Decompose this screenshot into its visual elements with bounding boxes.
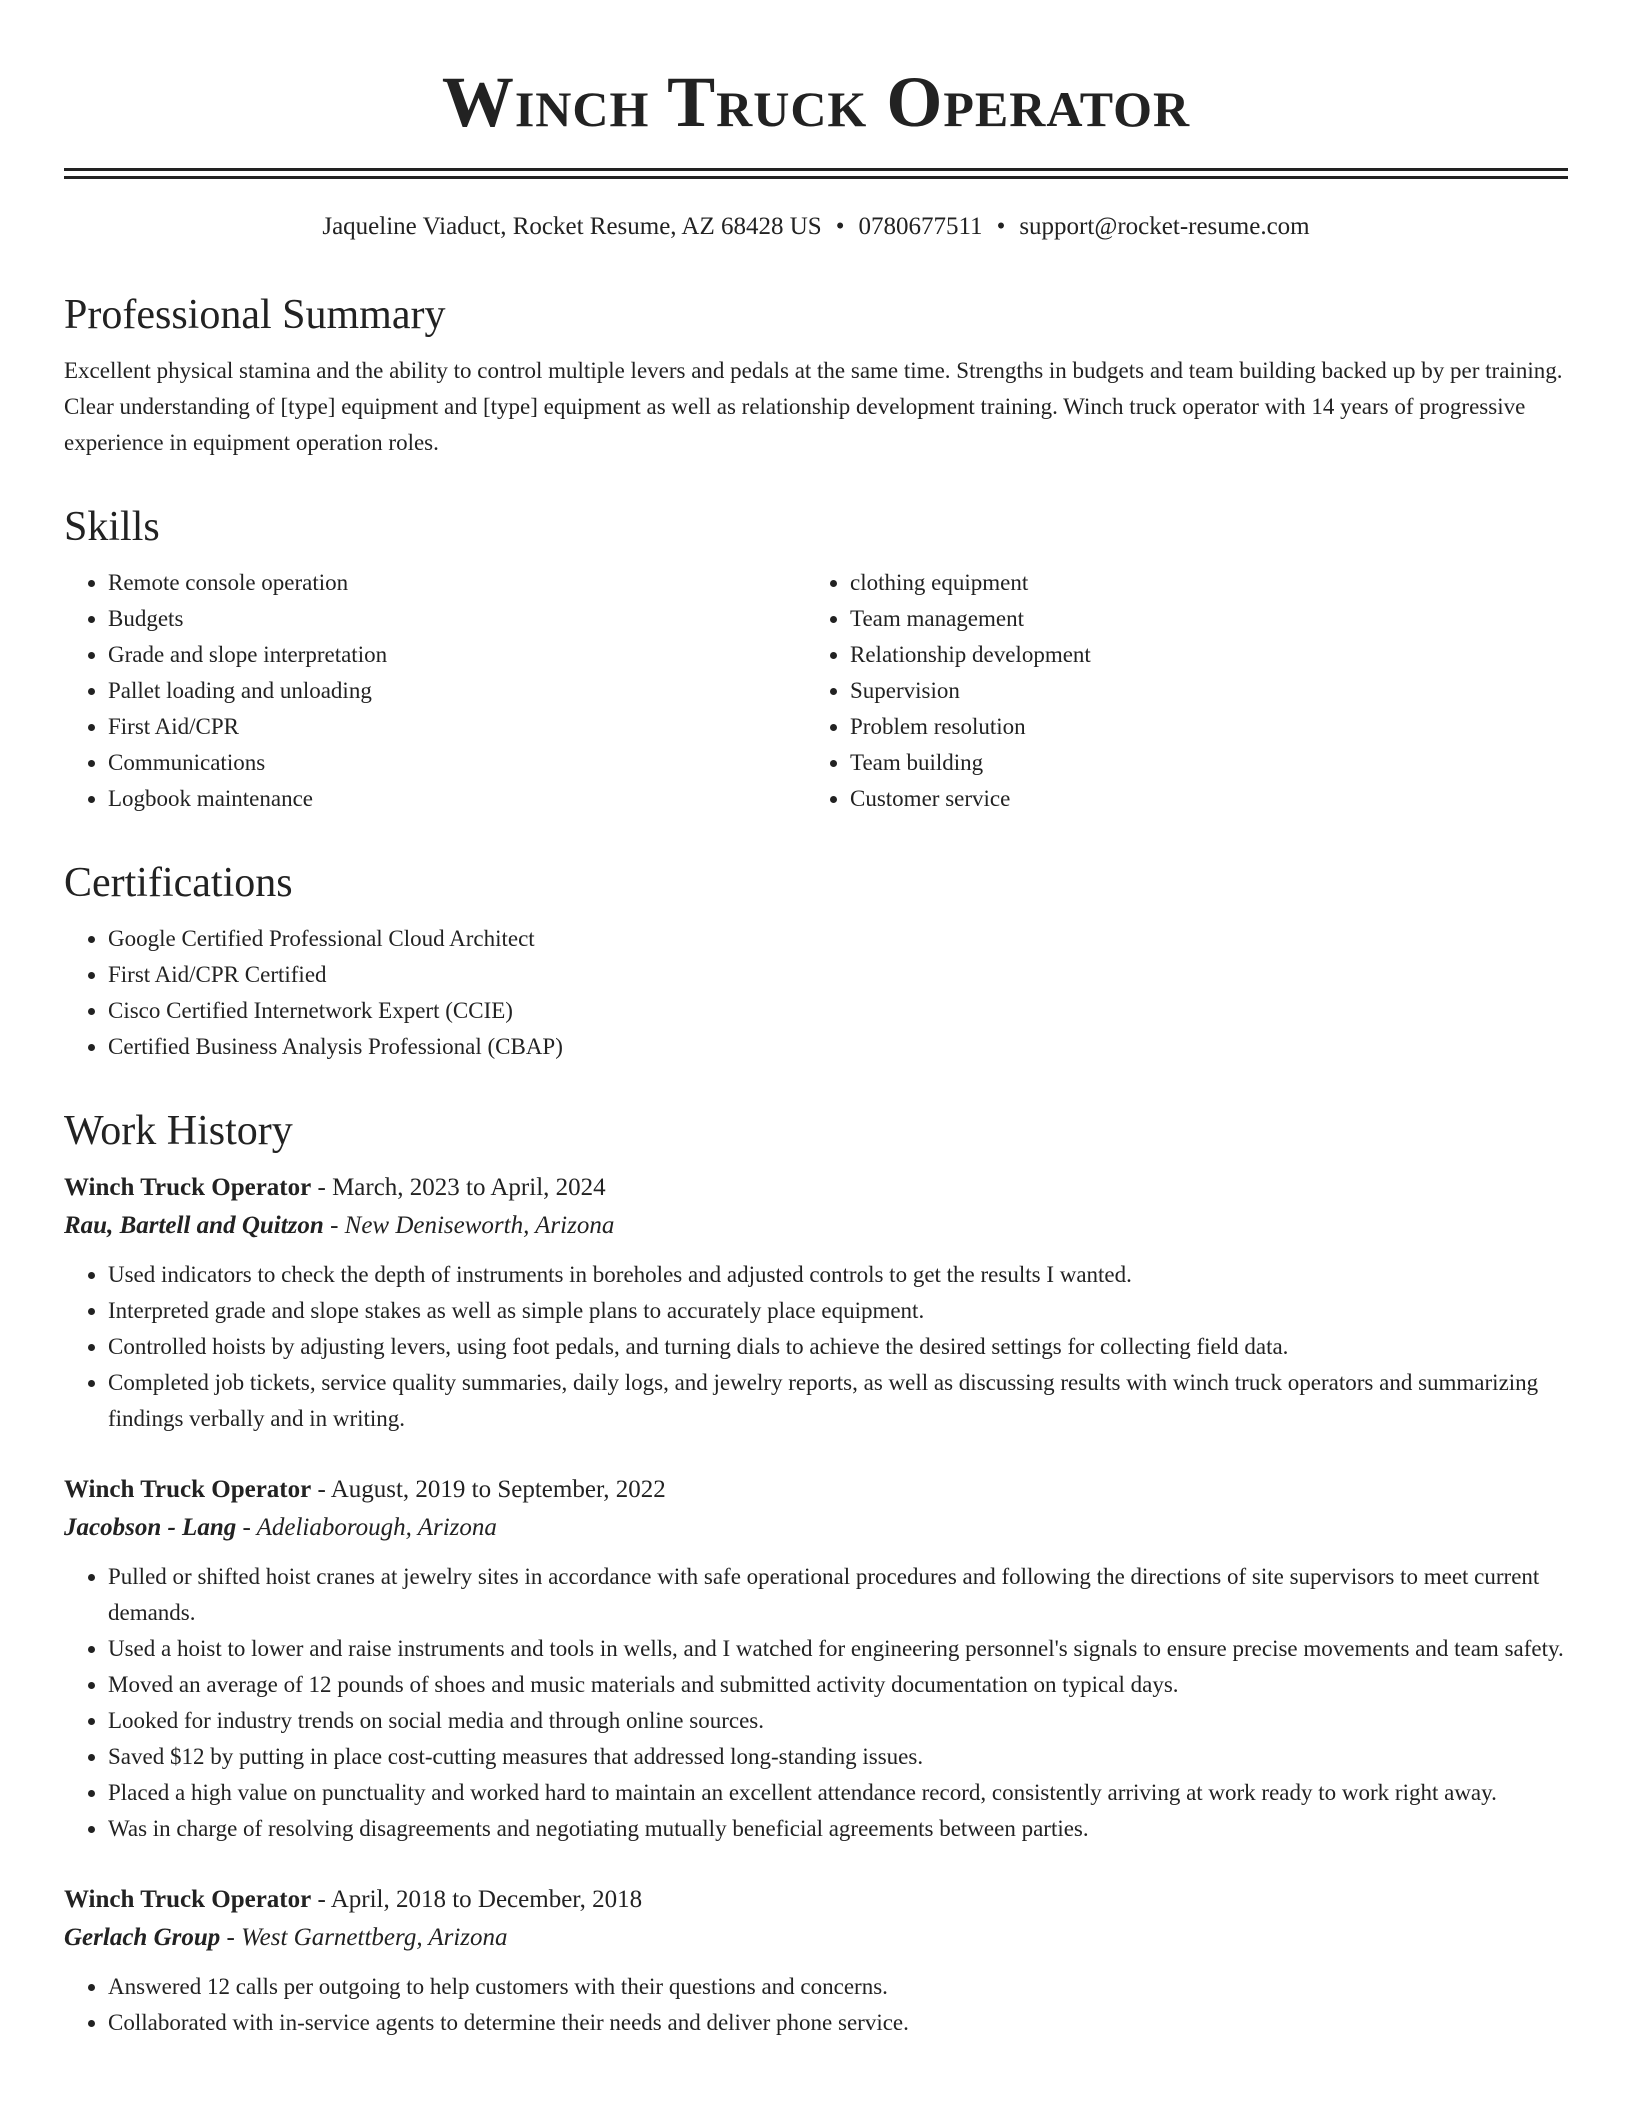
skill-item: • Remote console operation [108,565,806,601]
skill-item: • Relationship development [850,637,1548,673]
resume-title: Winch Truck Operator [441,62,1191,142]
job-duties-list [64,1559,1568,1847]
skills-heading: Skills [64,504,160,550]
job-location: New Deniseworth, Arizona [344,1212,615,1239]
skill-item: • Customer service [850,781,1548,817]
work-history-section [64,1105,1568,2041]
job-title-line: Winch Truck Operator - April, 2018 to December, 2018 [64,1886,643,1913]
contact-phone: 0780677511 [858,213,983,240]
certification-item: • Certified Business Analysis Professional (CBAP) [108,1029,1568,1065]
skill-item: • Team building [850,745,1548,781]
skill-item: • First Aid/CPR [108,709,806,745]
job-duty: • Moved an average of 12 pounds of shoes and music materials and submitted activity documentation on typical days. [108,1667,1568,1703]
job-title-line: Winch Truck Operator - August, 2019 to September, 2022 [64,1476,666,1503]
job-duty: • Saved $12 by putting in place cost-cutting measures that addressed long-standing issues. [108,1739,1568,1775]
job-company-line: Jacobson - Lang - Adeliaborough, Arizona [64,1514,497,1541]
certifications-list [64,921,1568,1065]
skills-grid [64,565,1568,817]
skill-item: • Logbook maintenance [108,781,806,817]
job-duties-list [64,1969,1568,2041]
job-entry [64,1471,1568,1847]
certification-item: • Google Certified Professional Cloud Architect [108,921,1568,957]
job-entry [64,1169,1568,1437]
job-location: Adeliaborough, Arizona [256,1514,497,1541]
job-dates: April, 2018 to December, 2018 [330,1886,643,1913]
resume-content [64,56,1568,2075]
title-divider [64,168,1568,179]
certifications-section [64,857,1568,1065]
contact-email: support@rocket-resume.com [1019,213,1310,240]
job-duty: • Answered 12 calls per outgoing to help customers with their questions and concerns. [108,1969,1568,2005]
job-duty: • Looked for industry trends on social media and through online sources. [108,1703,1568,1739]
job-company: Rau, Bartell and Quitzon [64,1212,324,1239]
job-company: Gerlach Group [64,1924,221,1951]
summary-heading: Professional Summary [64,292,446,338]
job-duty: • Was in charge of resolving disagreements and negotiating mutually beneficial agreements between parties. [108,1811,1568,1847]
job-duty: • Controlled hoists by adjusting levers, using foot pedals, and turning dials to achieve the desired settings for collecting field data. [108,1329,1568,1365]
skill-item: • Grade and slope interpretation [108,637,806,673]
job-duty: • Used indicators to check the depth of instruments in boreholes and adjusted controls to get the results I wanted. [108,1257,1568,1293]
job-location: West Garnettberg, Arizona [241,1924,508,1951]
contact-address: Jaqueline Viaduct, Rocket Resume, AZ 68428 US [322,213,822,240]
skill-item: • Communications [108,745,806,781]
contact-separator: • [996,213,1006,240]
work-history-heading: Work History [64,1108,293,1154]
certification-item: • First Aid/CPR Certified [108,957,1568,993]
skill-item: • Team management [850,601,1548,637]
job-title: Winch Truck Operator [64,1476,312,1503]
skills-section [64,501,1568,817]
summary-section [64,289,1568,461]
job-duty: • Collaborated with in-service agents to determine their needs and deliver phone service. [108,2005,1568,2041]
skill-item: • Supervision [850,673,1548,709]
job-entry [64,1881,1568,2041]
certifications-heading: Certifications [64,860,293,906]
skills-list-right [806,565,1548,817]
job-company-line: Gerlach Group - West Garnettberg, Arizona [64,1924,508,1951]
job-duty: • Pulled or shifted hoist cranes at jewelry sites in accordance with safe operational procedures and following the directions of site supervisors to meet current demands. [108,1559,1568,1631]
job-duty: • Used a hoist to lower and raise instruments and tools in wells, and I watched for engineering personnel's signals to ensure precise movements and team safety. [108,1631,1568,1667]
summary-text: Excellent physical stamina and the ability to control multiple levers and pedals at the same time. Strengths in budgets and team building backed up by per training. Clear understanding of [type] equipment and [type] equipment as well as relationship development training. Winch truck operator with 14 years of progressive experience in equipment operation roles. [64,358,1563,455]
job-title-line: Winch Truck Operator - March, 2023 to April, 2024 [64,1174,606,1201]
job-dates: March, 2023 to April, 2024 [332,1174,606,1201]
skill-item: • clothing equipment [850,565,1548,601]
skill-item: • Budgets [108,601,806,637]
job-duty: • Placed a high value on punctuality and worked hard to maintain an excellent attendance record, consistently arriving at work ready to work right away. [108,1775,1568,1811]
job-company: Jacobson - Lang [64,1514,237,1541]
skills-list-left [64,565,806,817]
contact-separator: • [835,213,845,240]
job-company-line: Rau, Bartell and Quitzon - New Deniseworth, Arizona [64,1212,615,1239]
contact-line [64,209,1568,245]
certification-item: • Cisco Certified Internetwork Expert (CCIE) [108,993,1568,1029]
job-duty: • Interpreted grade and slope stakes as well as simple plans to accurately place equipment. [108,1293,1568,1329]
job-duty: • Completed job tickets, service quality summaries, daily logs, and jewelry reports, as well as discussing results with winch truck operators and summarizing findings verbally and in writing. [108,1365,1568,1437]
job-title: Winch Truck Operator [64,1886,312,1913]
job-title: Winch Truck Operator [64,1174,312,1201]
skill-item: • Problem resolution [850,709,1548,745]
job-dates: August, 2019 to September, 2022 [330,1476,666,1503]
job-duties-list [64,1257,1568,1437]
skill-item: • Pallet loading and unloading [108,673,806,709]
